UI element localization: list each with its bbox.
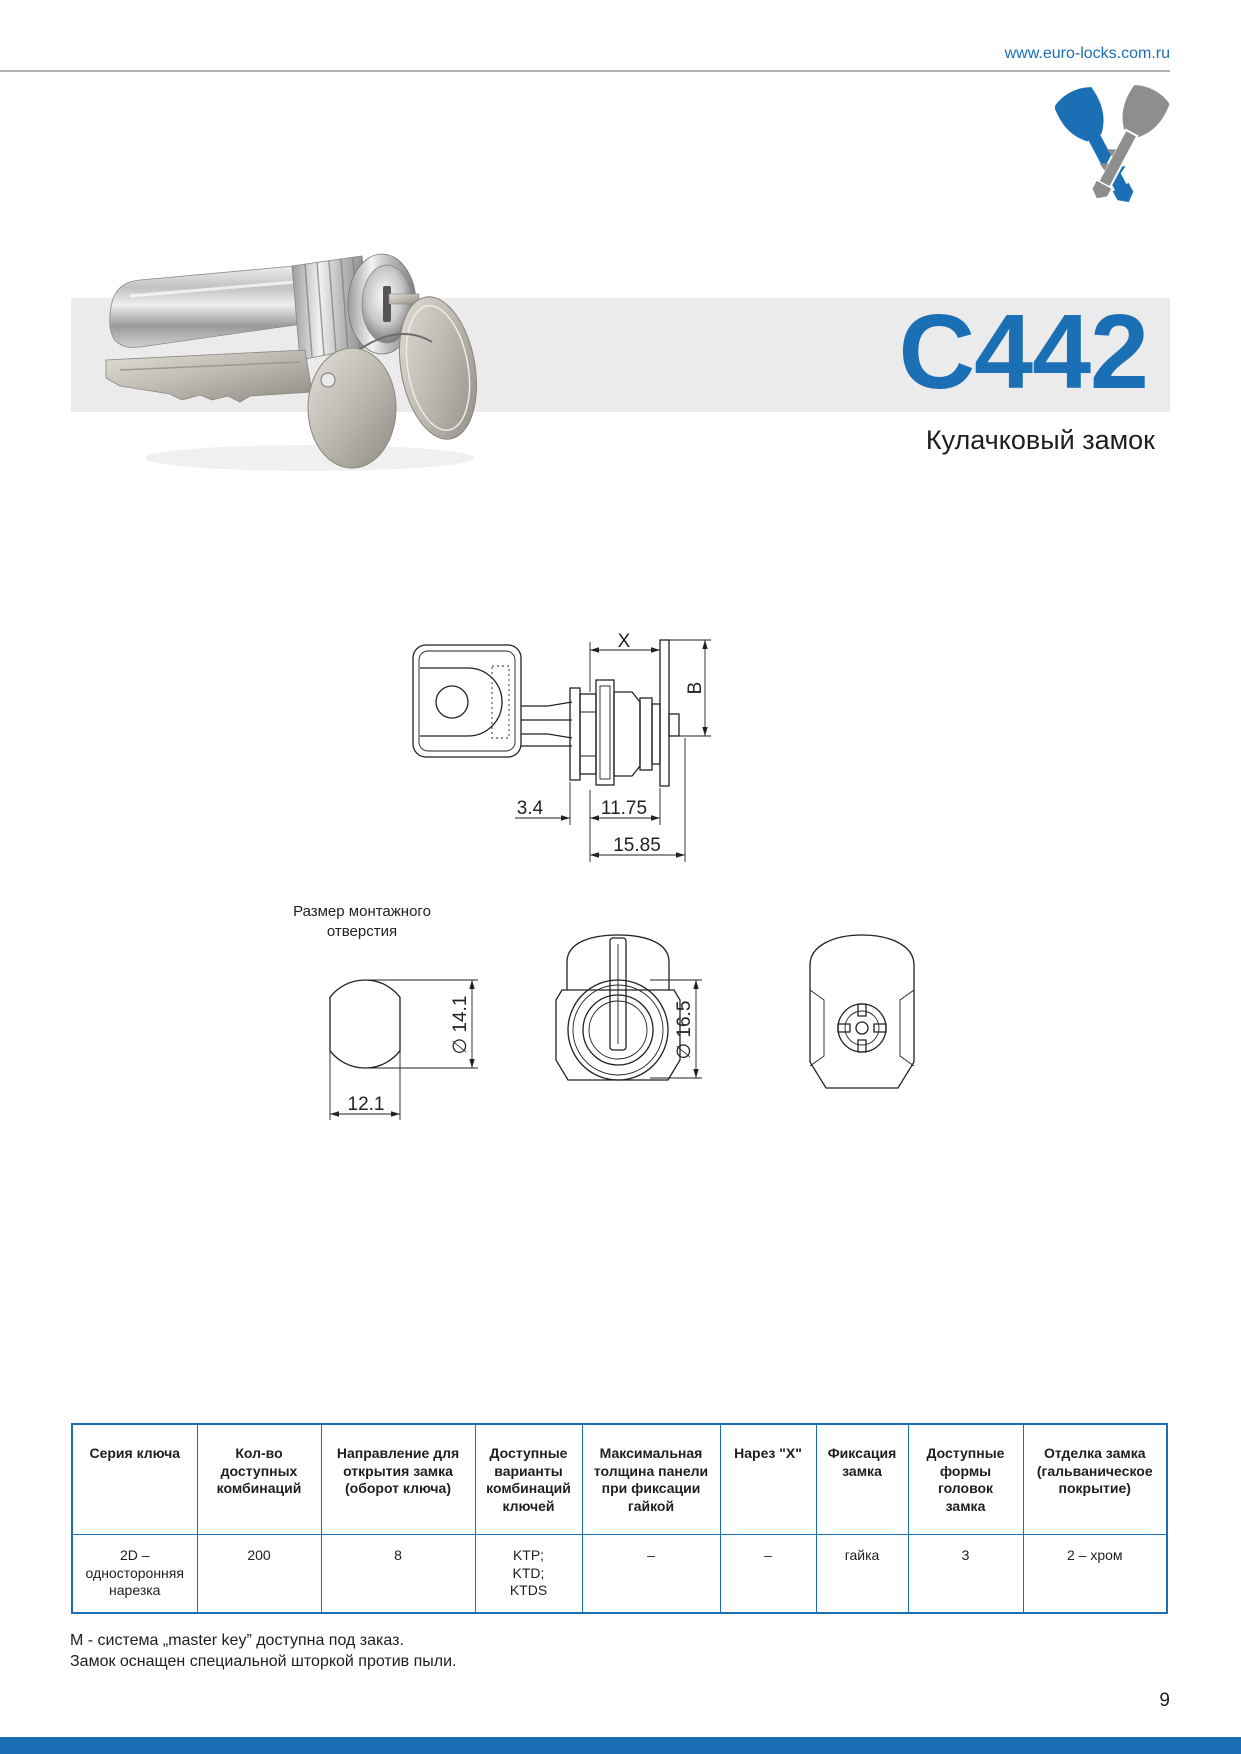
loose-key-bow <box>308 348 396 468</box>
header-divider <box>0 70 1170 72</box>
key-blade <box>521 702 572 746</box>
cam-plate <box>660 640 669 786</box>
header-fixing: Фиксация замка <box>816 1424 908 1535</box>
cell-head-shapes: 3 <box>908 1535 1023 1614</box>
page-number: 9 <box>1159 1690 1170 1711</box>
footnotes <box>70 1630 457 1672</box>
back-view <box>810 935 914 1088</box>
lock-rear-body <box>640 698 652 770</box>
back-view-outline <box>810 935 914 1088</box>
dim-11-75-label: 11.75 <box>600 798 648 819</box>
header-x-cut: Нарез "X" <box>720 1424 816 1535</box>
gray-key-head <box>1111 85 1174 145</box>
cell-finish: 2 – хром <box>1023 1535 1167 1614</box>
product-subtitle: Кулачковый замок <box>925 425 1155 455</box>
cell-combinations: 200 <box>197 1535 321 1614</box>
key-bow-dotted-area <box>492 666 509 738</box>
table-header-row <box>72 1424 1167 1535</box>
photo-shadow <box>145 445 475 471</box>
specification-table <box>71 1423 1168 1614</box>
dim-3-4-label: 3.4 <box>516 798 544 819</box>
loose-key-blade <box>106 350 312 402</box>
header-opening-direction: Направление для открытия замка (оборот ключа) <box>321 1424 475 1535</box>
header-finish: Отделка замка (гальваническое покрытие) <box>1023 1424 1167 1535</box>
side-view <box>413 631 711 862</box>
cam-shaft <box>669 714 679 736</box>
hole-diameter-label: ∅ 14.1 <box>450 995 471 1055</box>
lock-section <box>580 694 596 774</box>
mounting-hole-caption <box>252 902 472 942</box>
mounting-hole-view <box>330 980 478 1120</box>
cell-fixing: гайка <box>816 1535 908 1614</box>
lock-section-lines <box>580 712 596 756</box>
header-max-panel-thickness: Максимальная толщина панели при фиксации гайкой <box>582 1424 720 1535</box>
dim-x-label: X <box>617 631 631 652</box>
cell-x-cut: – <box>720 1535 816 1614</box>
dim-15-85-label: 15.85 <box>613 835 661 856</box>
website-link[interactable]: www.euro-locks.com.ru <box>1004 45 1170 62</box>
front-view <box>556 935 702 1080</box>
crossed-keys-icon <box>1055 85 1175 210</box>
dim-b-label: B <box>685 681 706 695</box>
product-photo <box>100 250 490 480</box>
footer-bar <box>0 1737 1241 1754</box>
cell-key-series: 2D – односторонняя нарезка <box>72 1535 197 1614</box>
key-bow-hole <box>436 686 468 718</box>
header-combinations: Кол-во доступных комбинаций <box>197 1424 321 1535</box>
mounting-hole-shape <box>330 980 400 1068</box>
lock-nut-inner <box>600 686 610 779</box>
key-bow-slot <box>420 668 502 736</box>
back-view-nut-lines <box>810 990 914 1066</box>
caption-line-2: отверстия <box>326 923 398 940</box>
header-key-series: Серия ключа <box>72 1424 197 1535</box>
note-master-key: M - система „master key” доступна под заказ. <box>70 1632 404 1649</box>
cell-key-variants: KTP; KTD; KTDS <box>475 1535 582 1614</box>
table-row <box>72 1535 1167 1614</box>
caption-line-1: Размер монтажного <box>293 903 431 920</box>
technical-drawing <box>0 600 1241 1140</box>
loose-key-hole <box>321 373 335 387</box>
lock-nut <box>596 680 614 785</box>
blue-key-head <box>1055 85 1114 148</box>
key-bow-outline <box>413 645 521 757</box>
cell-opening-direction: 8 <box>321 1535 475 1614</box>
lock-body-taper <box>614 692 640 776</box>
cell-max-panel-thickness: – <box>582 1535 720 1614</box>
hole-width-label: 12.1 <box>347 1094 385 1115</box>
back-view-center <box>856 1022 868 1034</box>
note-dust-shutter: Замок оснащен специальной шторкой против пыли. <box>70 1653 457 1670</box>
header-head-shapes: Доступные формы головок замка <box>908 1424 1023 1535</box>
product-model: C442 <box>898 293 1148 411</box>
header-key-variants: Доступные варианты комбинаций ключей <box>475 1424 582 1535</box>
lock-spacer <box>652 704 660 764</box>
front-diameter-label: ∅ 16.5 <box>674 1000 695 1060</box>
